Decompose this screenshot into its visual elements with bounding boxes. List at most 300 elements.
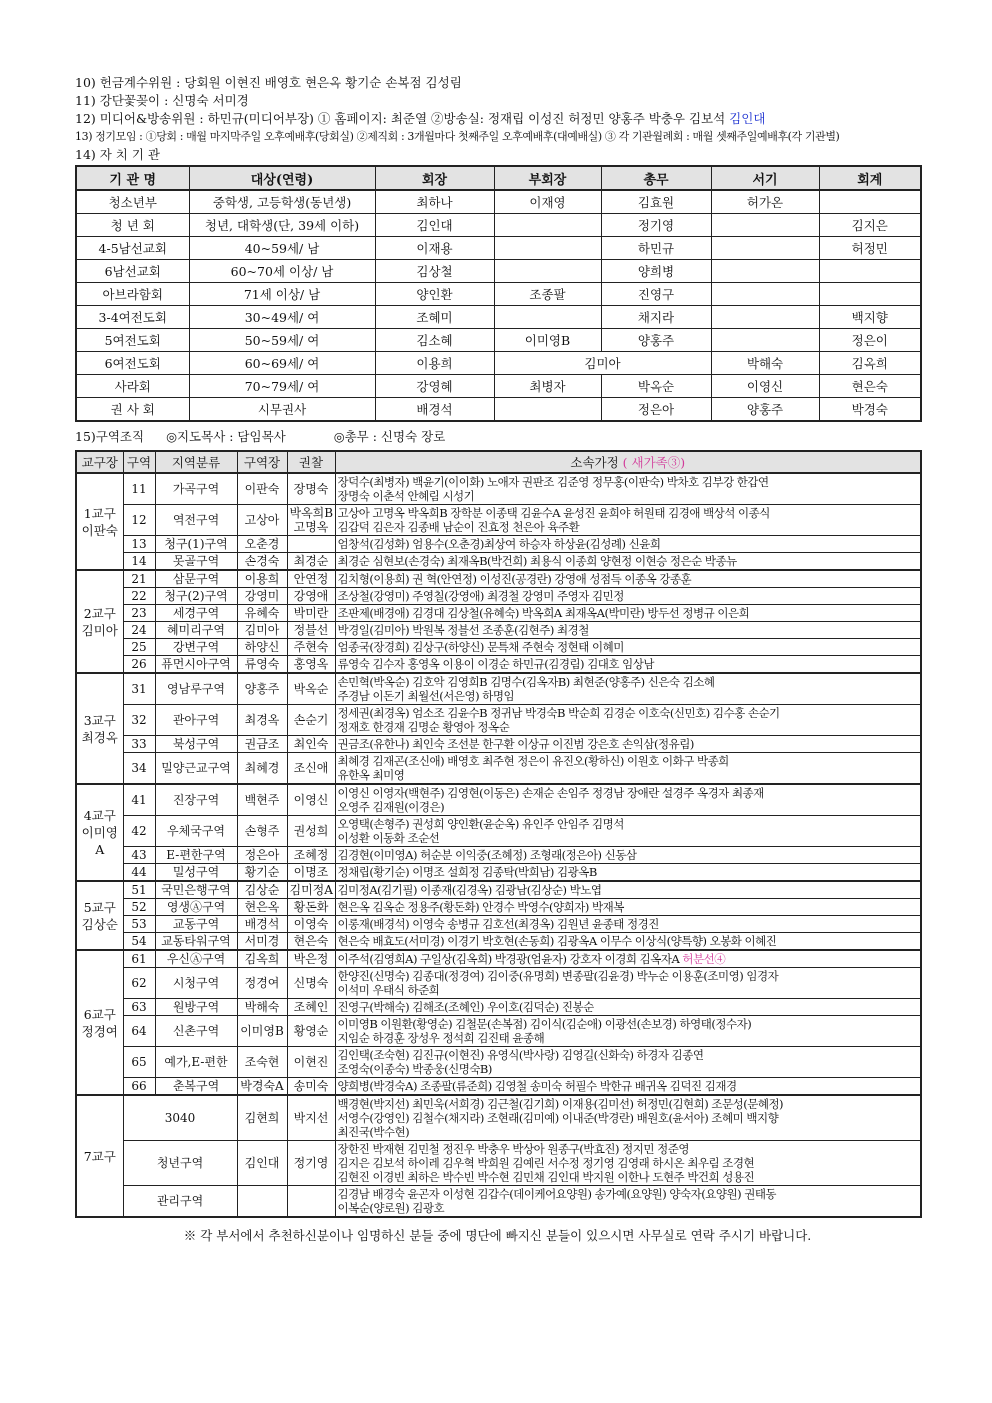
zone-leader: 정경여 (237, 968, 287, 999)
zone-kwonchal (287, 639, 335, 656)
zone-area: 진장구역 (155, 784, 237, 816)
kwonchal-name: 권성희 (293, 824, 329, 838)
zone-leader: 김미아 (237, 622, 287, 639)
zone-area: 시청구역 (155, 968, 237, 999)
new-family: 허분선④ (682, 952, 726, 966)
zone-members (335, 847, 921, 864)
district-name: 1교구 (83, 505, 116, 521)
footer-note: ※ 각 부서에서 추천하신분이나 임명하신 분들 중에 명단에 빠지신 분들이 있으시면 사무실로 연락 주시기 바랍니다. (183, 1228, 812, 1243)
org-header-cell: 서기 (711, 166, 819, 190)
members-line: 이주석(김영희A) 구일상(김옥희) 박경광(엄윤자) 강호자 이경희 김옥자A (337, 952, 680, 966)
zone-row (76, 705, 921, 736)
zone-members (335, 553, 921, 571)
org-cell: 이재영 (494, 190, 601, 214)
zone-kwonchal (287, 864, 335, 882)
org-cell: 조혜미 (375, 306, 494, 329)
org-row (76, 306, 921, 329)
org-cell: 60~70세 이상/ 남 (189, 260, 375, 283)
zone-members (335, 999, 921, 1016)
zone-members (335, 1186, 921, 1218)
kwonchal-name: 박미란 (293, 606, 329, 620)
zone-members (335, 916, 921, 933)
zone-row (76, 622, 921, 639)
zone-leader: 오춘경 (237, 536, 287, 553)
org-cell: 강영혜 (375, 375, 494, 398)
org-row (76, 260, 921, 283)
zone-members (335, 950, 921, 968)
org-cell: 양홍주 (711, 398, 819, 422)
org-cell: 최병자 (494, 375, 601, 398)
zone-members (335, 864, 921, 882)
members-line: 이롱재(배경석) 이영숙 송병규 김호선(최경옥) 김원년 윤종태 정경진 (337, 917, 659, 931)
zone-members (335, 1016, 921, 1047)
org-cell: 이미영B (494, 329, 601, 352)
zone-number: 64 (123, 1016, 155, 1047)
zone-number: 52 (123, 899, 155, 916)
zone-number: 11 (123, 473, 155, 505)
zone-members (335, 784, 921, 816)
org-header-cell: 총무 (601, 166, 711, 190)
org-cell (494, 260, 601, 283)
zone-area: 원방구역 (155, 999, 237, 1016)
district-leader-cell (76, 784, 123, 881)
zone-members (335, 705, 921, 736)
zone-kwonchal (287, 1095, 335, 1141)
zone-members (335, 933, 921, 951)
org-cell: 3-4여전도회 (76, 306, 189, 329)
zone-kwonchal (287, 1078, 335, 1096)
zone-row (76, 1078, 921, 1096)
zone-kwonchal (287, 816, 335, 847)
org-cell (494, 237, 601, 260)
org-cell: 정기영 (601, 214, 711, 237)
org-cell: 50~59세/ 여 (189, 329, 375, 352)
new-family-label: ( 새가족③) (622, 455, 686, 470)
members-line: 조판제(배경애) 김경대 김상철(유혜숙) 박옥희A 최재옥A(박미란) 방두선 정병규 이은희 (337, 606, 750, 620)
section15-pastor: ◎지도목사 : 담임목사 (166, 429, 286, 444)
zone-table (75, 450, 922, 1218)
org-cell: 채지라 (601, 306, 711, 329)
kwonchal-name: 정블선 (293, 623, 329, 637)
zone-area: 역전구역 (155, 505, 237, 536)
kwonchal-name: 고명옥 (293, 520, 329, 534)
district-name: 이판숙 (81, 522, 118, 538)
kwonchal-name: 이현진 (293, 1055, 329, 1069)
org-cell: 사라회 (76, 375, 189, 398)
org-cell: 이영신 (711, 375, 819, 398)
zone-kwonchal (287, 968, 335, 999)
zone-number: 63 (123, 999, 155, 1016)
zone-members (335, 639, 921, 656)
zone-leader: 하양신 (237, 639, 287, 656)
org-cell: 조종팔 (494, 283, 601, 306)
kwonchal-name: 이영신 (293, 793, 329, 807)
zone-leader: 이미영B (237, 1016, 287, 1047)
org-cell: 40~59세/ 남 (189, 237, 375, 260)
zone-area: 교동구역 (155, 916, 237, 933)
district-name: 최경옥 (81, 729, 118, 745)
zone-number: 44 (123, 864, 155, 882)
zone-kwonchal (287, 553, 335, 571)
zone-leader: 김현희 (237, 1095, 287, 1141)
org-row (76, 214, 921, 237)
members-line: 오영주 김재원(이경은) (337, 800, 445, 814)
members-line: 유한옥 최미영 (337, 768, 405, 782)
district-leader-cell (76, 1095, 123, 1217)
zone-number: 23 (123, 605, 155, 622)
district-name: 이미영A (81, 825, 118, 857)
members-line: 김인택(조숙현) 김진규(이현진) 유영식(박사랑) 김영길(신화숙) 하경자 김종연 (337, 1048, 704, 1062)
kwonchal-name: 조혜인 (293, 1000, 329, 1014)
members-line: 김미정A(김기필) 이종재(김경옥) 김광남(김상순) 박노엽 (337, 883, 602, 897)
org-cell: 김상철 (375, 260, 494, 283)
members-line: 조상철(강영미) 주영칠(강영애) 최경철 강영미 주영자 김민정 (337, 589, 624, 603)
zone-members (335, 753, 921, 785)
org-cell: 71세 이상/ 남 (189, 283, 375, 306)
zone-leader (237, 1186, 287, 1218)
members-line: 손민혁(박옥순) 김호악 김영희B 김명수(김옥자B) 최현준(양홍주) 신은숙 김소혜 (337, 675, 715, 689)
zone-row (76, 999, 921, 1016)
members-line: 김치형(이용희) 권 혁(안연정) 이성진(공경란) 강영애 성점득 이종옥 강종훈 (337, 572, 692, 586)
district-leader-cell (76, 950, 123, 1095)
org-cell (819, 260, 921, 283)
zone-members (335, 673, 921, 705)
members-line: 정채립(황기순) 이명조 설희정 김종탁(박희남) 김광옥B (337, 865, 597, 879)
district-name: 5교구 (83, 899, 116, 915)
zone-leader: 유혜숙 (237, 605, 287, 622)
members-line: 김갑덕 김은자 김종배 남순이 진효정 천은아 육주환 (337, 520, 580, 534)
zone-members (335, 605, 921, 622)
zone-leader: 현은옥 (237, 899, 287, 916)
org-header-cell: 부회장 (494, 166, 601, 190)
zone-kwonchal (287, 1016, 335, 1047)
zone-area: 밀성구역 (155, 864, 237, 882)
zone-row (76, 605, 921, 622)
kwonchal-name: 장명숙 (293, 482, 329, 496)
org-cell (494, 398, 601, 422)
intro-line-14: 14) 자 치 기 관 (75, 147, 160, 162)
org-cell (711, 329, 819, 352)
zone-kwonchal (287, 1047, 335, 1078)
zone-header-row (76, 451, 921, 473)
org-cell: 6남선교회 (76, 260, 189, 283)
kwonchal-name: 홍영옥 (293, 657, 329, 671)
zone-leader: 김옥희 (237, 950, 287, 968)
district-leader-cell (76, 570, 123, 673)
zone-leader: 박해숙 (237, 999, 287, 1016)
members-line: 이성환 이동화 조순선 (337, 831, 440, 845)
kwonchal-name: 이영숙 (293, 917, 329, 931)
org-cell: 시무권사 (189, 398, 375, 422)
members-line: 장덕수(최병자) 백윤기(이이화) 노애자 권판조 김준영 정무홍(이판숙) 박차호 김부강 한갑연 (337, 475, 769, 489)
org-cell: 현은숙 (819, 375, 921, 398)
zone-area: 청년구역 (123, 1141, 237, 1186)
org-cell: 박옥순 (601, 375, 711, 398)
org-cell: 김미아 (494, 352, 711, 375)
org-table (75, 165, 922, 422)
zone-number: 31 (123, 673, 155, 705)
intro-line-13: 13) 정기모임 : ①당회 : 매월 마지막주일 오후예배후(당회실) ②제직회 : 3개월마다 첫째주일 오후예배후(대예배실) ③ 각 기관월례회 : 매월 셋째주일예배후(각 기관별) (75, 130, 840, 143)
zone-row (76, 784, 921, 816)
zone-leader: 배경석 (237, 916, 287, 933)
zone-header-cell: 구역 (123, 451, 155, 473)
zone-kwonchal (287, 473, 335, 505)
zone-number: 62 (123, 968, 155, 999)
members-line: 김경현(이미영A) 허순분 이익중(조혜정) 조형래(정은아) 신동삼 (337, 848, 637, 862)
zone-kwonchal (287, 673, 335, 705)
zone-number: 26 (123, 656, 155, 674)
zone-members (335, 622, 921, 639)
org-body (76, 190, 921, 421)
members-line: 현은옥 김옥순 정용주(황돈화) 안경수 박영수(양희자) 박재복 (337, 900, 624, 914)
kwonchal-name: 최인숙 (293, 737, 329, 751)
org-cell: 4-5남선교회 (76, 237, 189, 260)
zone-row (76, 916, 921, 933)
intro-line-11: 11) 강단꽃꽂이 : 신명숙 서미경 (75, 93, 249, 108)
zone-members (335, 1141, 921, 1186)
zone-row (76, 570, 921, 588)
org-cell: 이재용 (375, 237, 494, 260)
org-cell: 청소년부 (76, 190, 189, 214)
zone-area: 관리구역 (123, 1186, 237, 1218)
members-line: 현은숙 배효도(서미경) 이경기 박호현(손동희) 김광옥A 이무수 이상식(양특향) 오봉화 이혜진 (337, 934, 777, 948)
org-row (76, 329, 921, 352)
zone-area: 청구(2)구역 (155, 588, 237, 605)
members-line: 이복순(양로원) 김광호 (337, 1201, 445, 1215)
zone-kwonchal (287, 753, 335, 785)
zone-area: 청구(1)구역 (155, 536, 237, 553)
zone-area: 교동타워구역 (155, 933, 237, 951)
zone-number: 42 (123, 816, 155, 847)
org-cell (494, 214, 601, 237)
zone-number: 34 (123, 753, 155, 785)
kwonchal-name: 손순기 (293, 713, 329, 727)
zone-leader: 조숙현 (237, 1047, 287, 1078)
org-row (76, 283, 921, 306)
zone-row (76, 505, 921, 536)
members-line: 최혜경 김재곤(조신애) 배영호 최주현 정은이 유진오(황하신) 이원호 이화구 박종희 (337, 754, 729, 768)
zone-row (76, 553, 921, 571)
zone-leader: 강영미 (237, 588, 287, 605)
zone-area: 예가,E-편한 (155, 1047, 237, 1078)
members-header: 소속가정 (570, 455, 619, 470)
org-cell (711, 306, 819, 329)
district-leader-cell (76, 473, 123, 570)
zone-kwonchal (287, 916, 335, 933)
org-row (76, 398, 921, 422)
kwonchal-name: 송미숙 (293, 1079, 329, 1093)
zone-row (76, 816, 921, 847)
zone-members (335, 1095, 921, 1141)
org-cell: 70~79세/ 여 (189, 375, 375, 398)
zone-area: 퓨먼시아구역 (155, 656, 237, 674)
zone-header-cell: 구역장 (237, 451, 287, 473)
zone-area: 강변구역 (155, 639, 237, 656)
org-cell: 허가온 (711, 190, 819, 214)
intro-line-12 (75, 110, 920, 128)
zone-area: 삼문구역 (155, 570, 237, 588)
zone-row (76, 1186, 921, 1218)
members-line: 이영신 이영자(백현주) 김영현(이동은) 손재순 손임주 정경남 장애란 설경주 옥경자 최종재 (337, 786, 764, 800)
org-header-cell: 대상(연령) (189, 166, 375, 190)
zone-area: 못골구역 (155, 553, 237, 571)
members-line: 김현진 이경빈 최하은 박수빈 박수현 김민채 김인대 박지원 이한나 도현주 박건희 성용진 (337, 1170, 755, 1184)
zone-row (76, 933, 921, 951)
zone-members (335, 816, 921, 847)
org-cell: 5여전도회 (76, 329, 189, 352)
zone-kwonchal (287, 588, 335, 605)
members-line: 이미영B 이원환(황영순) 김철문(손복점) 김이식(김순애) 이광선(손보경) 하영태(정수자) (337, 1017, 752, 1031)
zone-leader: 고상아 (237, 505, 287, 536)
zone-area: 신촌구역 (155, 1016, 237, 1047)
kwonchal-name: 주현숙 (293, 640, 329, 654)
zone-members (335, 570, 921, 588)
zone-kwonchal (287, 705, 335, 736)
zone-number: 13 (123, 536, 155, 553)
intro-media-highlight: 김인대 (729, 111, 766, 126)
org-cell (711, 283, 819, 306)
org-cell: 30~49세/ 여 (189, 306, 375, 329)
org-cell (819, 190, 921, 214)
zone-members (335, 899, 921, 916)
zone-number: 51 (123, 881, 155, 899)
zone-kwonchal (287, 950, 335, 968)
zone-header-cell: 지역분류 (155, 451, 237, 473)
zone-kwonchal (287, 847, 335, 864)
org-cell: 하민규 (601, 237, 711, 260)
org-header-cell: 회계 (819, 166, 921, 190)
zone-row (76, 753, 921, 785)
zone-number: 25 (123, 639, 155, 656)
kwonchal-name: 안연정 (293, 572, 329, 586)
org-row (76, 237, 921, 260)
zone-area: 우체국구역 (155, 816, 237, 847)
zone-row (76, 673, 921, 705)
org-cell (711, 260, 819, 283)
zone-members (335, 656, 921, 674)
zone-number: 66 (123, 1078, 155, 1096)
zone-row (76, 536, 921, 553)
zone-leader: 황기순 (237, 864, 287, 882)
org-cell: 양홍주 (601, 329, 711, 352)
zone-kwonchal (287, 1141, 335, 1186)
zone-area: 영생Ⓐ구역 (155, 899, 237, 916)
zone-area: 세경구역 (155, 605, 237, 622)
org-cell: 아브라함회 (76, 283, 189, 306)
zone-members (335, 736, 921, 753)
zone-number: 53 (123, 916, 155, 933)
org-cell: 양인환 (375, 283, 494, 306)
zone-kwonchal (287, 899, 335, 916)
zone-header-cell (335, 451, 921, 473)
zone-row (76, 1016, 921, 1047)
zone-leader: 권금조 (237, 736, 287, 753)
members-line-with-new (338, 952, 919, 966)
intro-line-10: 10) 헌금계수위원 : 당회원 이현진 배영호 현은옥 황기순 손복점 김성림 (75, 75, 462, 90)
zone-leader: 최혜경 (237, 753, 287, 785)
kwonchal-name: 박지선 (293, 1111, 329, 1125)
zone-leader: 이용희 (237, 570, 287, 588)
kwonchal-name: 신명숙 (293, 976, 329, 990)
org-cell: 박경숙 (819, 398, 921, 422)
members-line: 권금조(유한나) 최인숙 조선분 한구환 이상규 이진범 강은호 손익삼(정유림) (337, 737, 694, 751)
zone-kwonchal (287, 736, 335, 753)
zone-leader: 김인대 (237, 1141, 287, 1186)
zone-number: 21 (123, 570, 155, 588)
zone-leader: 이판숙 (237, 473, 287, 505)
district-name: 김미아 (81, 622, 118, 638)
members-line: 한양진(신명숙) 김종대(정경여) 김이중(유명희) 변종팔(김윤경) 박누순 이용훈(조미영) 임경자 (337, 969, 779, 983)
intro-media: 12) 미디어&방송위원 : 하민규(미디어부장) ① 홈페이지: 최준열 ②방송실: 정재립 이성진 허정민 양홍주 박충우 김보석 (75, 111, 726, 126)
org-cell: 김지은 (819, 214, 921, 237)
members-line: 최진국(박수현) (337, 1125, 410, 1139)
zone-leader: 김상순 (237, 881, 287, 899)
org-cell (711, 237, 819, 260)
zone-kwonchal (287, 881, 335, 899)
org-cell: 백지향 (819, 306, 921, 329)
members-line: 서영수(강영인) 김철수(채지라) 조현래(김미예) 이내준(박경란) 배원호(윤서아) 조혜미 백지향 (337, 1111, 779, 1125)
zone-area: 밀양근교구역 (155, 753, 237, 785)
zone-members (335, 536, 921, 553)
kwonchal-name: 박옥희B (289, 506, 334, 520)
zone-row (76, 736, 921, 753)
org-header-cell: 회장 (375, 166, 494, 190)
zone-kwonchal (287, 1186, 335, 1218)
zone-row (76, 968, 921, 999)
zone-row (76, 656, 921, 674)
org-cell: 김소혜 (375, 329, 494, 352)
members-line: 김지은 김보석 하이레 김우혁 박희원 김예린 서수정 정기영 김영래 하시온 최우림 조경현 (337, 1156, 755, 1170)
org-cell (819, 283, 921, 306)
org-cell: 김옥희 (819, 352, 921, 375)
zone-row (76, 847, 921, 864)
org-cell: 김인대 (375, 214, 494, 237)
zone-row (76, 864, 921, 882)
zone-members (335, 881, 921, 899)
zone-members (335, 1047, 921, 1078)
kwonchal-name: 황돈화 (293, 900, 329, 914)
members-line: 엄창석(김성화) 엄용수(오춘경)최상여 하승자 하상윤(김성례) 신윤희 (337, 537, 661, 551)
zone-area: E-편한구역 (155, 847, 237, 864)
kwonchal-name: 정기영 (293, 1156, 329, 1170)
zone-area: 가곡구역 (155, 473, 237, 505)
section15-secretary: ◎총무 : 신명숙 장로 (333, 429, 446, 444)
org-cell: 김효원 (601, 190, 711, 214)
zone-area: 북성구역 (155, 736, 237, 753)
zone-number: 65 (123, 1047, 155, 1078)
members-line: 주경남 이돈기 최월선(서은영) 하명임 (337, 689, 515, 703)
members-line: 엄종국(장경희) 김상구(하양신) 문특채 주현숙 정현태 이혜미 (337, 640, 624, 654)
zone-row (76, 881, 921, 899)
zone-number: 32 (123, 705, 155, 736)
kwonchal-name: 최경순 (293, 554, 329, 568)
section15-title: 15)구역조직 (75, 429, 145, 444)
org-cell: 최하나 (375, 190, 494, 214)
kwonchal-name: 강영애 (293, 589, 329, 603)
kwonchal-name: 조혜정 (293, 848, 329, 862)
section15-line (75, 428, 920, 446)
members-line: 오영택(손형주) 권성희 양인환(윤순옥) 유인주 안임주 김명석 (337, 817, 624, 831)
org-cell: 양희병 (601, 260, 711, 283)
district-name: 6교구 (83, 1006, 116, 1022)
members-line: 정재호 한경재 김명순 황영아 정옥순 (337, 720, 510, 734)
zone-number: 14 (123, 553, 155, 571)
district-name: 2교구 (83, 605, 116, 621)
zone-kwonchal (287, 784, 335, 816)
org-cell: 6여전도회 (76, 352, 189, 375)
zone-kwonchal (287, 656, 335, 674)
zone-area: 영남루구역 (155, 673, 237, 705)
